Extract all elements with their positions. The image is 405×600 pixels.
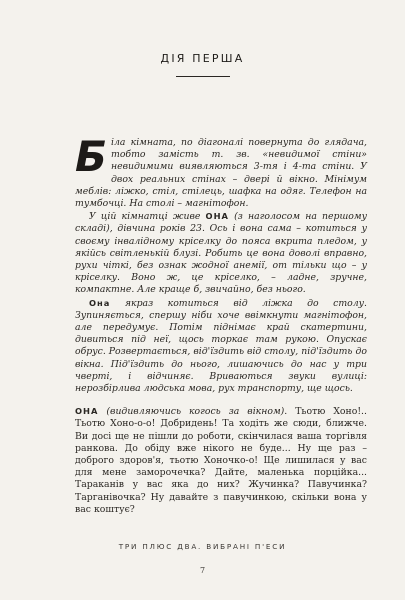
- stage-direction-2-a: У цій кімнатці живе: [89, 211, 206, 223]
- stage-direction-1: [75, 132, 367, 210]
- character-name: Она: [89, 297, 111, 308]
- stage-direction-3-text: якраз котиться від ліжка до столу. Зупиняється, спершу ніби хоче ввімкнути магнітофон, але передумує. Потім піднімає край скатертини, дивиться під неї, щось торкає там рукою. Опускає обрус. Розвертається, від'їздить від столу, під'їздить до вікна. Під'їздить до нього, лишаючись до нас у три чверті, і відчиняє. Вриваються звуки вулиці: нерозбірлива людська мова, рух транспорту, ще щось.: [75, 297, 367, 395]
- stage-direction-1-text: іла кімната, по діагоналі повернута до глядача, тобто замість т. зв. «невидимої стіни» невидимими виявляються 3-тя і 4-та стіни. У двох реальних стінах – двері й вікно. Мінімум меблів: ліжко, стіл, стілець, шафка на одяг. Телефон на тумбочці. На столі – магнітофон.: [75, 137, 367, 210]
- stage-direction-2-b: (з наголосом на першому складі), дівчина років 23. Ось і вона сама – котиться у своєму інвалідному кріселку до пояса вкрита пледом, у якійсь світленькій блузі. Робить це вона доволі вправно, рухи чіткі, без ознак жодної анемії, от тільки що – у кріселку. Воно ж, це кріселко, – ладне, зручне, компактне. Але краще б, звичайно, без нього.: [75, 211, 367, 296]
- act-title: ДІЯ ПЕРША: [160, 52, 245, 65]
- dialogue-line: [75, 405, 367, 516]
- page-body: [75, 132, 367, 516]
- stage-direction-3: [75, 297, 367, 396]
- drop-cap: Б: [75, 132, 108, 181]
- paragraph-gap: [75, 395, 367, 405]
- running-footer: ТРИ ПЛЮС ДВА. ВИБРАНІ П'ЕСИ: [118, 542, 287, 551]
- dialogue-text: Тьотю Хоно!.. Тьотю Хоно-о-о! Добридень! Та ходіть же сюди, ближче. Ви досі ще не пішли до роботи, скінчилася ваша торгівля ранкова. До обіду вже нікого не буде... Ну ще раз – доброго здоров'я, тьотю Хоночко-о! Ще лишилася у вас для мене заморочечка? Дайте, маленька порційка... Тараканів у вас яка до них? Жучинка? Павучинка? Тарганівочка? Ну давайте з павучинкою, скільки вона у вас коштує?: [75, 406, 367, 515]
- page-number: 7: [199, 566, 206, 575]
- character-name: ОНА: [205, 211, 229, 222]
- speaker-direction: (видивляючись когось за вікном).: [106, 406, 288, 418]
- stage-direction-2: [75, 210, 367, 296]
- speaker-name: ОНА: [75, 406, 99, 417]
- title-underline: [176, 76, 230, 77]
